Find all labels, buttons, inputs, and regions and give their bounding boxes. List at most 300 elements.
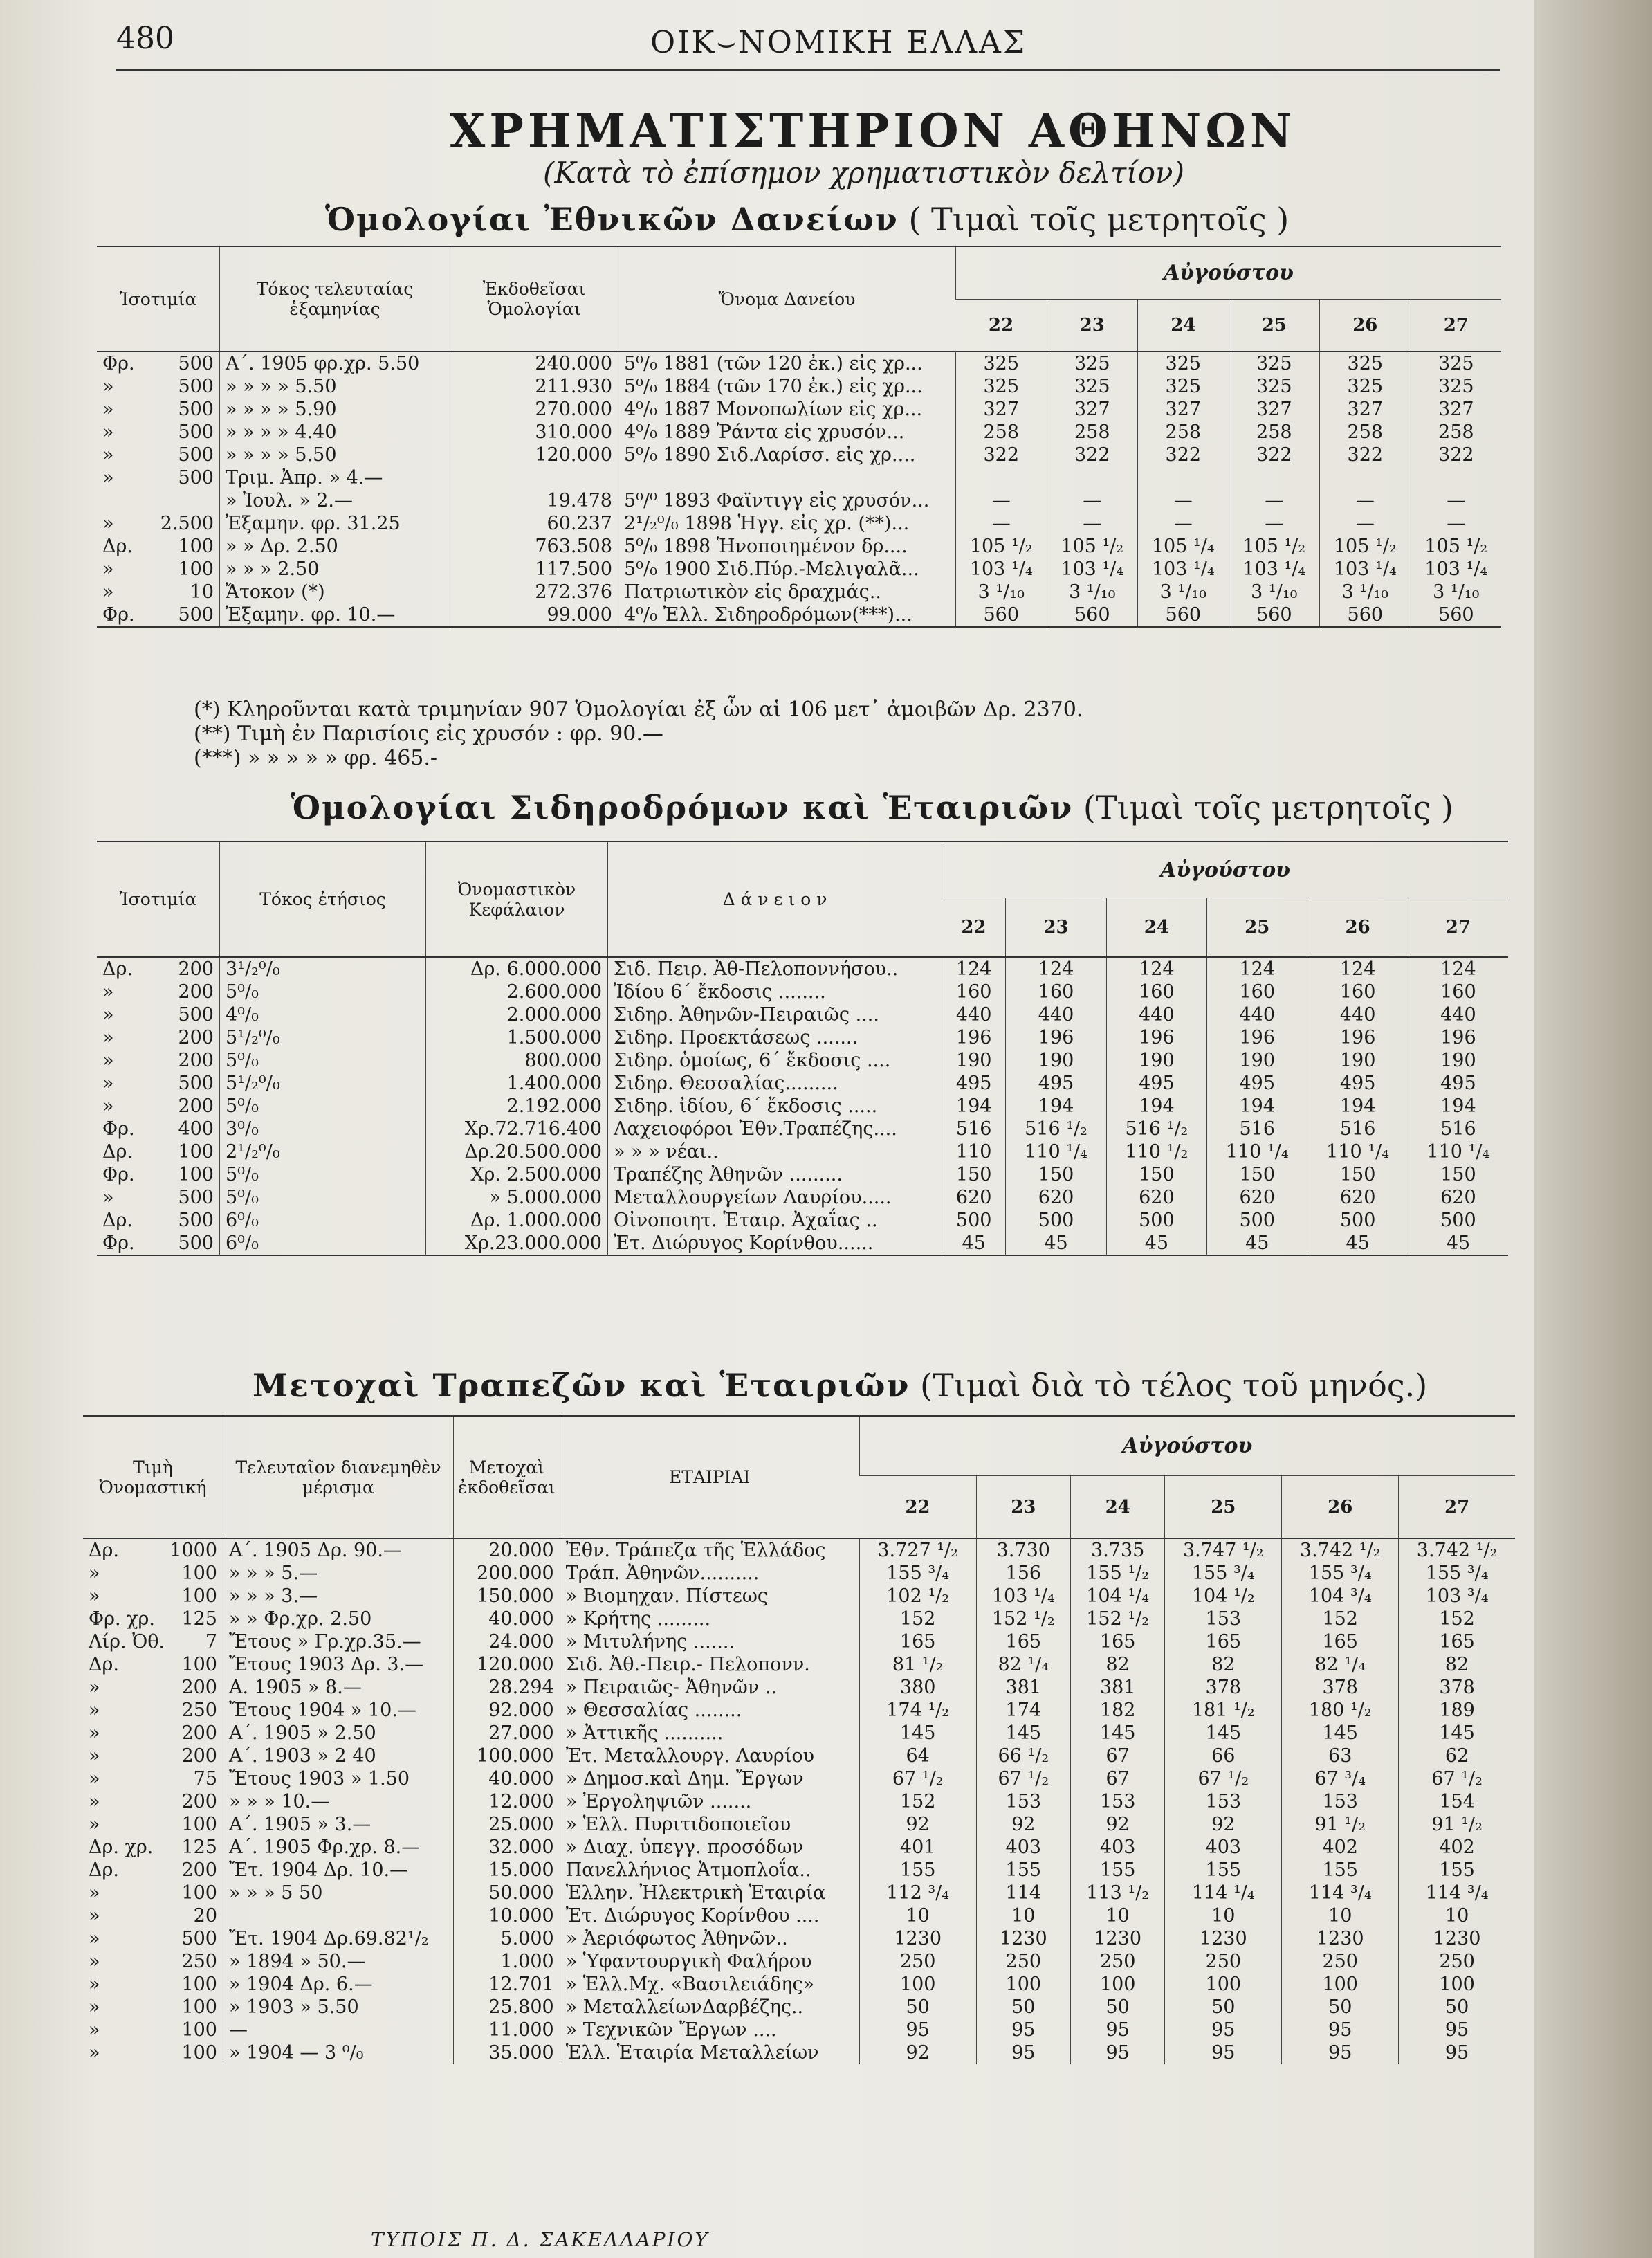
price-cell: 95	[1070, 2019, 1164, 2041]
par-cell	[97, 1209, 220, 1232]
interest-cell: 3⁰/₀	[220, 1118, 426, 1140]
price-cell: 190	[942, 1049, 1006, 1072]
currency: »	[89, 1700, 100, 1721]
interest-cell: 5¹/₂⁰/₀	[220, 1026, 426, 1049]
price-cell: 160	[1006, 981, 1106, 1003]
price-cell: 165	[859, 1630, 976, 1653]
price-cell: 440	[1006, 1003, 1106, 1026]
par-cell	[83, 1722, 223, 1745]
price-cell: 440	[1307, 1003, 1408, 1026]
price-cell: 325	[1138, 352, 1229, 375]
currency: »	[102, 513, 114, 534]
issued-cell: 763.508	[450, 535, 618, 558]
col-par: Ἰσοτιμία	[119, 889, 197, 909]
price-cell: 155	[1399, 1859, 1515, 1882]
price-cell: 182	[1070, 1699, 1164, 1722]
price-cell: 1230	[1165, 1927, 1282, 1950]
par-value: 250	[181, 1700, 217, 1721]
price-cell: 3.742 ¹/₂	[1399, 1538, 1515, 1562]
price-cell: 160	[1106, 981, 1206, 1003]
price-cell: 174 ¹/₂	[859, 1699, 976, 1722]
price-cell: 250	[976, 1950, 1070, 1973]
dividend-cell: » » Φρ.χρ. 2.50	[223, 1608, 454, 1630]
price-cell: 196	[1106, 1026, 1206, 1049]
company-cell: » Τεχνικῶν Ἔργων ....	[560, 2019, 859, 2041]
currency: »	[89, 1677, 100, 1698]
price-cell: 190	[1106, 1049, 1206, 1072]
price-cell: 67 ¹/₂	[1165, 1767, 1282, 1790]
col-loan: Δ ά ν ε ι ο ν	[608, 841, 942, 957]
currency: »	[102, 467, 114, 489]
price-cell: 495	[942, 1072, 1006, 1095]
currency: »	[89, 2042, 100, 2064]
price-cell: 67	[1070, 1767, 1164, 1790]
loan-name-cell: 5⁰/₀ 1884 (τῶν 170 ἐκ.) εἰς χρ...	[618, 375, 956, 398]
price-cell: 100	[1399, 1973, 1515, 1996]
par-cell	[83, 1676, 223, 1699]
table-row	[83, 1813, 1515, 1836]
par-cell	[83, 1904, 223, 1927]
price-cell: 1230	[859, 1927, 976, 1950]
price-cell: 325	[1047, 352, 1138, 375]
page-subtitle: (Κατὰ τὸ ἐπίσημον χρηματιστικὸν δελτίον)	[543, 156, 1184, 190]
table-row	[97, 1026, 1508, 1049]
price-cell: 403	[976, 1836, 1070, 1859]
capital-cell: 2.192.000	[426, 1095, 608, 1118]
issued-cell: 117.500	[450, 558, 618, 581]
table-row	[83, 1973, 1515, 1996]
price-cell: 95	[976, 2041, 1070, 2064]
interest-cell: » » Δρ. 2.50	[220, 535, 450, 558]
table-row	[83, 1608, 1515, 1630]
price-cell: 190	[1307, 1049, 1408, 1072]
interest-cell: Ἄτοκον (*)	[220, 581, 450, 603]
par-cell	[97, 1095, 220, 1118]
currency: »	[89, 1996, 100, 2018]
month-header: Αὐγούστου	[859, 1416, 1515, 1476]
currency: Δρ.	[102, 536, 133, 557]
par-value: 100	[181, 2042, 217, 2064]
price-cell: 50	[1070, 1996, 1164, 2019]
dividend-cell: Ἔτους 1903 » 1.50	[223, 1767, 454, 1790]
day-header: 26	[1282, 1476, 1399, 1539]
loan-name-cell: 4⁰/₀ 1889 Ῥάντα εἰς χρυσόν...	[618, 421, 956, 444]
par-value: 500	[178, 1004, 214, 1026]
col-capital: Ὀνομαστικὸν Κεφάλαιον	[426, 841, 608, 957]
price-cell: 196	[1207, 1026, 1307, 1049]
price-cell	[1320, 466, 1411, 489]
price-cell: 402	[1282, 1836, 1399, 1859]
currency: Λίρ. Ὀθ.	[89, 1631, 165, 1652]
table-row	[83, 2041, 1515, 2064]
shares-cell: 1.000	[454, 1950, 560, 1973]
price-cell: 67 ¹/₂	[976, 1767, 1070, 1790]
shares-cell: 25.800	[454, 1996, 560, 2019]
par-cell	[97, 1072, 220, 1095]
price-cell: 620	[1307, 1186, 1408, 1209]
price-cell: 67 ³/₄	[1282, 1767, 1399, 1790]
loan-name-cell: Πατριωτικὸν εἰς δραχμάς..	[618, 581, 956, 603]
table-row	[83, 1927, 1515, 1950]
price-cell: 325	[1411, 352, 1501, 375]
price-cell: 110 ¹/₄	[1408, 1140, 1508, 1163]
price-cell: 325	[1138, 375, 1229, 398]
table-row	[97, 1232, 1508, 1255]
issued-cell: 120.000	[450, 444, 618, 466]
price-cell: —	[1047, 489, 1138, 512]
capital-cell: Χρ.23.000.000	[426, 1232, 608, 1255]
price-cell: 150	[1408, 1163, 1508, 1186]
price-cell: 327	[1138, 398, 1229, 421]
page-edge	[1534, 0, 1652, 2258]
col-shares: Μετοχαὶ ἐκδοθεῖσαι	[454, 1416, 560, 1538]
par-cell	[83, 1767, 223, 1790]
price-cell: 325	[956, 352, 1047, 375]
interest-cell: 5⁰/₀	[220, 1186, 426, 1209]
company-cell: Ἐτ. Μεταλλουργ. Λαυρίου	[560, 1745, 859, 1767]
col-company: ΕΤΑΙΡΙΑΙ	[560, 1416, 859, 1538]
par-cell	[97, 603, 220, 627]
table-row	[83, 1882, 1515, 1904]
price-cell: 160	[1207, 981, 1307, 1003]
currency: »	[102, 581, 114, 603]
table-row	[83, 1630, 1515, 1653]
par-cell	[83, 1996, 223, 2019]
shares-cell: 200.000	[454, 1562, 560, 1585]
interest-cell: 3¹/₂⁰/₀	[220, 957, 426, 981]
price-cell: 194	[942, 1095, 1006, 1118]
price-cell: 152	[1282, 1608, 1399, 1630]
price-cell: 103 ¹/₄	[1138, 558, 1229, 581]
table-row	[97, 603, 1501, 627]
price-cell: 258	[1138, 421, 1229, 444]
price-cell: 440	[942, 1003, 1006, 1026]
price-cell: 152	[1399, 1608, 1515, 1630]
price-cell: 155 ³/₄	[1165, 1562, 1282, 1585]
price-cell: 150	[1106, 1163, 1206, 1186]
dividend-cell: Ἔτους 1903 Δρ. 3.—	[223, 1653, 454, 1676]
company-cell: » Πειραιῶς- Ἀθηνῶν ..	[560, 1676, 859, 1699]
currency: Δρ. χρ.	[89, 1837, 154, 1858]
currency: Φρ.	[102, 1164, 135, 1185]
price-cell: 100	[1165, 1973, 1282, 1996]
dividend-cell: » » » 10.—	[223, 1790, 454, 1813]
par-value: 100	[178, 1164, 214, 1185]
price-cell: 45	[1307, 1232, 1408, 1255]
dividend-cell: Α΄. 1903 » 2 40	[223, 1745, 454, 1767]
currency: »	[89, 1882, 100, 1904]
price-cell: 3.735	[1070, 1538, 1164, 1562]
par-cell	[83, 1538, 223, 1562]
par-cell	[83, 1585, 223, 1608]
price-cell: 10	[1070, 1904, 1164, 1927]
issued-cell: 211.930	[450, 375, 618, 398]
price-cell: 325	[1320, 375, 1411, 398]
price-cell: 103 ¹/₄	[1411, 558, 1501, 581]
par-value: 200	[181, 1722, 217, 1744]
company-cell: Σιδ. Ἀθ.-Πειρ.- Πελοπονν.	[560, 1653, 859, 1676]
price-cell: 155 ³/₄	[1399, 1562, 1515, 1585]
price-cell: 181 ¹/₂	[1165, 1699, 1282, 1722]
price-cell: 3.727 ¹/₂	[859, 1538, 976, 1562]
section2-heading	[291, 789, 1453, 826]
par-cell	[97, 466, 220, 489]
par-value: 125	[181, 1837, 217, 1858]
par-cell	[97, 1118, 220, 1140]
par-cell	[97, 1140, 220, 1163]
price-cell: 440	[1106, 1003, 1206, 1026]
month-header: Αὐγούστου	[956, 246, 1502, 300]
price-cell: 152 ¹/₂	[1070, 1608, 1164, 1630]
company-cell: » Μιτυλήνης .......	[560, 1630, 859, 1653]
dividend-cell: Α. 1905 » 8.—	[223, 1676, 454, 1699]
price-cell: 3 ¹/₁₀	[1411, 581, 1501, 603]
price-cell: 62	[1399, 1745, 1515, 1767]
price-cell: 63	[1282, 1745, 1399, 1767]
price-cell: 1230	[976, 1927, 1070, 1950]
par-value: 200	[178, 1027, 214, 1048]
currency: »	[102, 421, 114, 443]
company-cell: » Θεσσαλίας ........	[560, 1699, 859, 1722]
day-header: 22	[961, 917, 986, 938]
price-cell: 258	[1047, 421, 1138, 444]
price-cell: 155 ¹/₂	[1070, 1562, 1164, 1585]
par-cell	[83, 1836, 223, 1859]
par-cell	[97, 535, 220, 558]
price-cell: 3 ¹/₁₀	[1047, 581, 1138, 603]
shares-cell: 100.000	[454, 1745, 560, 1767]
price-cell: 103 ¹/₄	[1047, 558, 1138, 581]
price-cell: 160	[942, 981, 1006, 1003]
par-cell	[83, 1790, 223, 1813]
table-row	[97, 1003, 1508, 1026]
price-cell: 190	[1207, 1049, 1307, 1072]
section1-heading-rest: ( Τιμαὶ τοῖς μετρητοῖς )	[898, 201, 1290, 238]
footnote: (***) » » » » » φρ. 465.-	[194, 746, 438, 770]
currency: Φρ.	[102, 1118, 135, 1140]
issued-cell: 240.000	[450, 352, 618, 375]
par-cell	[97, 1026, 220, 1049]
price-cell: 250	[1070, 1950, 1164, 1973]
price-cell: 104 ³/₄	[1282, 1585, 1399, 1608]
par-value: 100	[178, 536, 214, 557]
price-cell: 325	[956, 375, 1047, 398]
price-cell: 516	[1307, 1118, 1408, 1140]
price-cell: 82	[1399, 1653, 1515, 1676]
currency: Δρ.	[89, 1859, 119, 1881]
price-cell: 153	[976, 1790, 1070, 1813]
price-cell: 378	[1399, 1676, 1515, 1699]
day-header: 25	[1207, 898, 1307, 958]
price-cell: 145	[1399, 1722, 1515, 1745]
price-cell: 165	[1070, 1630, 1164, 1653]
company-cell: Ἑλλην. Ἠλεκτρικὴ Ἑταιρία	[560, 1882, 859, 1904]
capital-cell: Δρ. 1.000.000	[426, 1209, 608, 1232]
price-cell: 10	[1282, 1904, 1399, 1927]
day-header: 26	[1320, 300, 1411, 352]
railway-bonds-table	[97, 841, 1508, 1256]
price-cell: 194	[1207, 1095, 1307, 1118]
price-cell: 124	[1106, 957, 1206, 981]
currency: »	[89, 1905, 100, 1927]
shares-cell: 32.000	[454, 1836, 560, 1859]
table-row	[83, 1562, 1515, 1585]
price-cell: 381	[976, 1676, 1070, 1699]
price-cell	[1229, 466, 1320, 489]
shares-cell: 12.701	[454, 1973, 560, 1996]
price-cell: 114 ³/₄	[1399, 1882, 1515, 1904]
price-cell: 403	[1070, 1836, 1164, 1859]
price-cell: 150	[942, 1163, 1006, 1186]
interest-cell: 6⁰/₀	[220, 1209, 426, 1232]
price-cell: 82 ¹/₄	[1282, 1653, 1399, 1676]
price-cell: 50	[1399, 1996, 1515, 2019]
interest-cell: » » » 2.50	[220, 558, 450, 581]
shares-cell: 24.000	[454, 1630, 560, 1653]
price-cell: 81 ¹/₂	[859, 1653, 976, 1676]
price-cell: 325	[1047, 375, 1138, 398]
shares-cell: 11.000	[454, 2019, 560, 2041]
price-cell: 153	[1165, 1608, 1282, 1630]
price-cell: 103 ¹/₄	[976, 1585, 1070, 1608]
section2-heading-rest: (Τιμαὶ τοῖς μετρητοῖς )	[1073, 789, 1453, 826]
issued-cell: 19.478	[450, 489, 618, 512]
currency: »	[89, 1722, 100, 1744]
price-cell: 3.742 ¹/₂	[1282, 1538, 1399, 1562]
par-cell	[83, 1882, 223, 1904]
price-cell: 165	[1282, 1630, 1399, 1653]
company-cell: Πανελλήνιος Ἀτμοπλοΐα..	[560, 1859, 859, 1882]
shares-cell: 28.294	[454, 1676, 560, 1699]
par-cell	[83, 2041, 223, 2064]
loan-name-cell: 4⁰/₀ 1887 Μονοπωλίων εἰς χρ...	[618, 398, 956, 421]
interest-cell: » » » » 5.50	[220, 444, 450, 466]
price-cell: 45	[1006, 1232, 1106, 1255]
price-cell: 110 ¹/₄	[1006, 1140, 1106, 1163]
price-cell: 114 ³/₄	[1282, 1882, 1399, 1904]
price-cell: 155	[859, 1859, 976, 1882]
table-row	[83, 1950, 1515, 1973]
price-cell: 495	[1106, 1072, 1206, 1095]
par-value: 100	[181, 1563, 217, 1584]
loan-name-cell: Σιδηρ. ὁμοίως, 6΄ ἔκδοσις ....	[608, 1049, 942, 1072]
price-cell: 50	[859, 1996, 976, 2019]
par-cell	[83, 1859, 223, 1882]
company-cell: Ἐτ. Διώρυγος Κορίνθου ....	[560, 1904, 859, 1927]
shares-cell: 40.000	[454, 1767, 560, 1790]
price-cell: 194	[1408, 1095, 1508, 1118]
par-cell	[83, 1630, 223, 1653]
price-cell: 10	[1399, 1904, 1515, 1927]
price-cell: 105 ¹/₂	[1320, 535, 1411, 558]
company-cell: » Ἑλλ.Μχ. «Βασιλειάδης»	[560, 1973, 859, 1996]
par-value: 100	[178, 558, 214, 580]
price-cell: 105 ¹/₂	[1047, 535, 1138, 558]
table-row	[97, 375, 1501, 398]
price-cell: 95	[1165, 2041, 1282, 2064]
price-cell: 3 ¹/₁₀	[1320, 581, 1411, 603]
table-row	[97, 558, 1501, 581]
bank-shares-table	[83, 1415, 1515, 2064]
interest-cell: 5⁰/₀	[220, 1163, 426, 1186]
loan-name-cell: 2¹/₂⁰/₀ 1898 Ἡγγ. εἰς χρ. (**)...	[618, 512, 956, 535]
dividend-cell: —	[223, 2019, 454, 2041]
par-value: 500	[178, 444, 214, 466]
par-value: 500	[178, 604, 214, 626]
currency: Φρ.	[102, 353, 135, 374]
price-cell: 156	[976, 1562, 1070, 1585]
par-value: 500	[178, 421, 214, 443]
price-cell: 82 ¹/₄	[976, 1653, 1070, 1676]
price-cell: 92	[1165, 1813, 1282, 1836]
price-cell: 322	[1411, 444, 1501, 466]
price-cell: 95	[1399, 2041, 1515, 2064]
shares-cell: 50.000	[454, 1882, 560, 1904]
par-value: 500	[178, 1232, 214, 1254]
table-row	[97, 981, 1508, 1003]
par-value: 100	[181, 1996, 217, 2018]
price-cell: 66	[1165, 1745, 1282, 1767]
day-header: 22	[988, 315, 1014, 336]
price-cell: 104 ¹/₂	[1165, 1585, 1282, 1608]
currency: Δρ.	[102, 1141, 133, 1163]
price-cell: 174	[976, 1699, 1070, 1722]
dividend-cell: » 1894 » 50.—	[223, 1950, 454, 1973]
price-cell: 95	[1282, 2041, 1399, 2064]
table-row	[83, 1904, 1515, 1927]
price-cell: 82	[1070, 1653, 1164, 1676]
loan-name-cell: Σιδηρ. Ἀθηνῶν-Πειραιῶς ....	[608, 1003, 942, 1026]
loan-name-cell: Ἰδίου 6΄ ἔκδοσις ........	[608, 981, 942, 1003]
price-cell: —	[1138, 512, 1229, 535]
table-row	[97, 1049, 1508, 1072]
price-cell: 3.730	[976, 1538, 1070, 1562]
par-value: 500	[178, 1187, 214, 1208]
header-rule	[116, 69, 1500, 71]
table-row	[97, 444, 1501, 466]
dividend-cell: » » » 5 50	[223, 1882, 454, 1904]
table-row	[83, 1585, 1515, 1608]
price-cell: 250	[1165, 1950, 1282, 1973]
par-cell	[97, 1049, 220, 1072]
par-cell	[97, 981, 220, 1003]
price-cell: 105 ¹/₂	[1411, 535, 1501, 558]
loan-name-cell: Σιδ. Πειρ. Ἀθ-Πελοποννήσου..	[608, 957, 942, 981]
par-value: 200	[178, 1095, 214, 1117]
price-cell: 50	[1282, 1996, 1399, 2019]
shares-cell: 150.000	[454, 1585, 560, 1608]
currency: Δρ.	[89, 1540, 119, 1561]
currency: »	[89, 1928, 100, 1949]
table-row	[83, 1745, 1515, 1767]
table-row	[97, 1209, 1508, 1232]
price-cell: —	[956, 512, 1047, 535]
price-cell: 250	[1399, 1950, 1515, 1973]
par-cell	[83, 1608, 223, 1630]
company-cell: » Δημοσ.καὶ Δημ. Ἔργων	[560, 1767, 859, 1790]
price-cell: 50	[1165, 1996, 1282, 2019]
currency: »	[89, 1951, 100, 1972]
price-cell: 100	[1070, 1973, 1164, 1996]
price-cell	[1411, 466, 1501, 489]
day-header: 23	[1006, 898, 1106, 958]
price-cell: 155	[1165, 1859, 1282, 1882]
price-cell: 105 ¹/₄	[1138, 535, 1229, 558]
table-row	[97, 1095, 1508, 1118]
interest-cell: 4⁰/₀	[220, 1003, 426, 1026]
price-cell: 102 ¹/₂	[859, 1585, 976, 1608]
price-cell: 516 ¹/₂	[1006, 1118, 1106, 1140]
